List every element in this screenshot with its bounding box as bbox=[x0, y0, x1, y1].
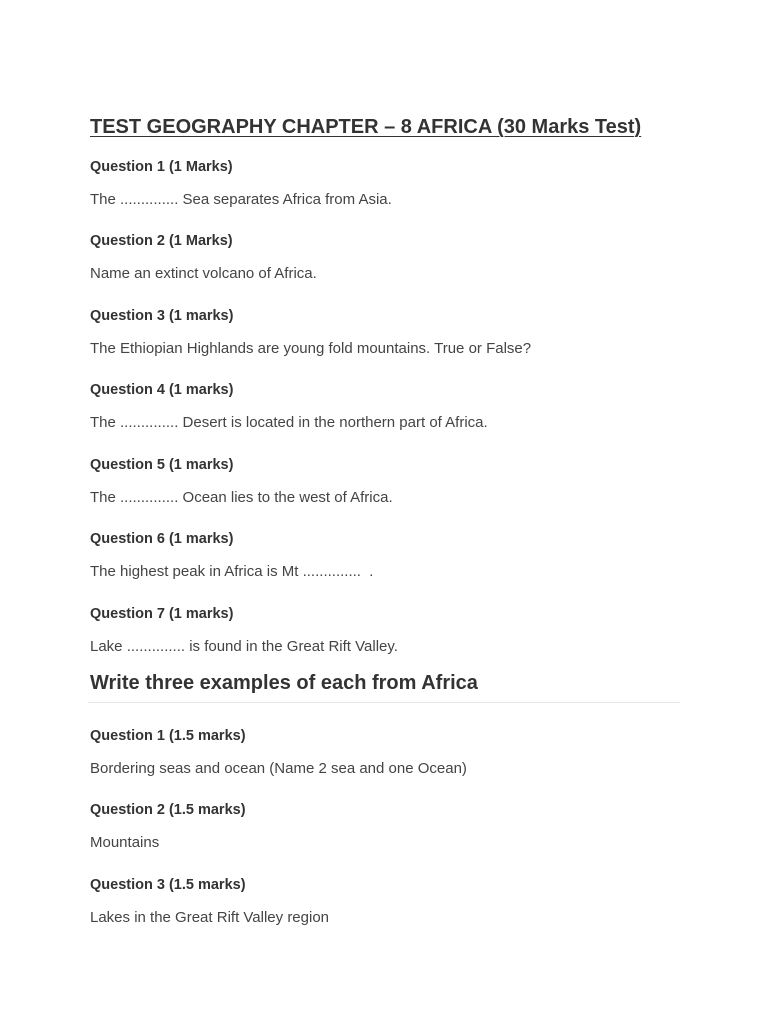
question-text: Bordering seas and ocean (Name 2 sea and one Ocean) bbox=[90, 760, 467, 777]
question-text: Lake .............. is found in the Great Rift Valley. bbox=[90, 638, 398, 655]
question-label: Question 2 (1 Marks) bbox=[90, 233, 233, 249]
question-text: The .............. Desert is located in the northern part of Africa. bbox=[90, 414, 488, 431]
question-text: The .............. Sea separates Africa from Asia. bbox=[90, 191, 392, 208]
question-label: Question 6 (1 marks) bbox=[90, 531, 234, 547]
question-text: Name an extinct volcano of Africa. bbox=[90, 265, 317, 282]
question-text: Mountains bbox=[90, 834, 160, 851]
question-text: The highest peak in Africa is Mt .............. . bbox=[90, 563, 374, 580]
question-label: Question 2 (1.5 marks) bbox=[90, 802, 246, 818]
section-heading: Write three examples of each from Africa bbox=[90, 672, 478, 694]
question-label: Question 7 (1 marks) bbox=[90, 606, 234, 622]
question-label: Question 4 (1 marks) bbox=[90, 382, 234, 398]
question-label: Question 5 (1 marks) bbox=[90, 457, 234, 473]
question-text: The Ethiopian Highlands are young fold mountains. True or False? bbox=[90, 340, 532, 357]
question-label: Question 1 (1 Marks) bbox=[90, 159, 233, 175]
question-text: The .............. Ocean lies to the west of Africa. bbox=[90, 489, 393, 506]
section-divider bbox=[88, 702, 680, 703]
page-title: TEST GEOGRAPHY CHAPTER – 8 AFRICA (30 Marks Test) bbox=[90, 116, 642, 138]
question-label: Question 1 (1.5 marks) bbox=[90, 728, 246, 744]
question-text: Lakes in the Great Rift Valley region bbox=[90, 909, 330, 926]
question-label: Question 3 (1.5 marks) bbox=[90, 877, 246, 893]
question-label: Question 3 (1 marks) bbox=[90, 308, 234, 324]
